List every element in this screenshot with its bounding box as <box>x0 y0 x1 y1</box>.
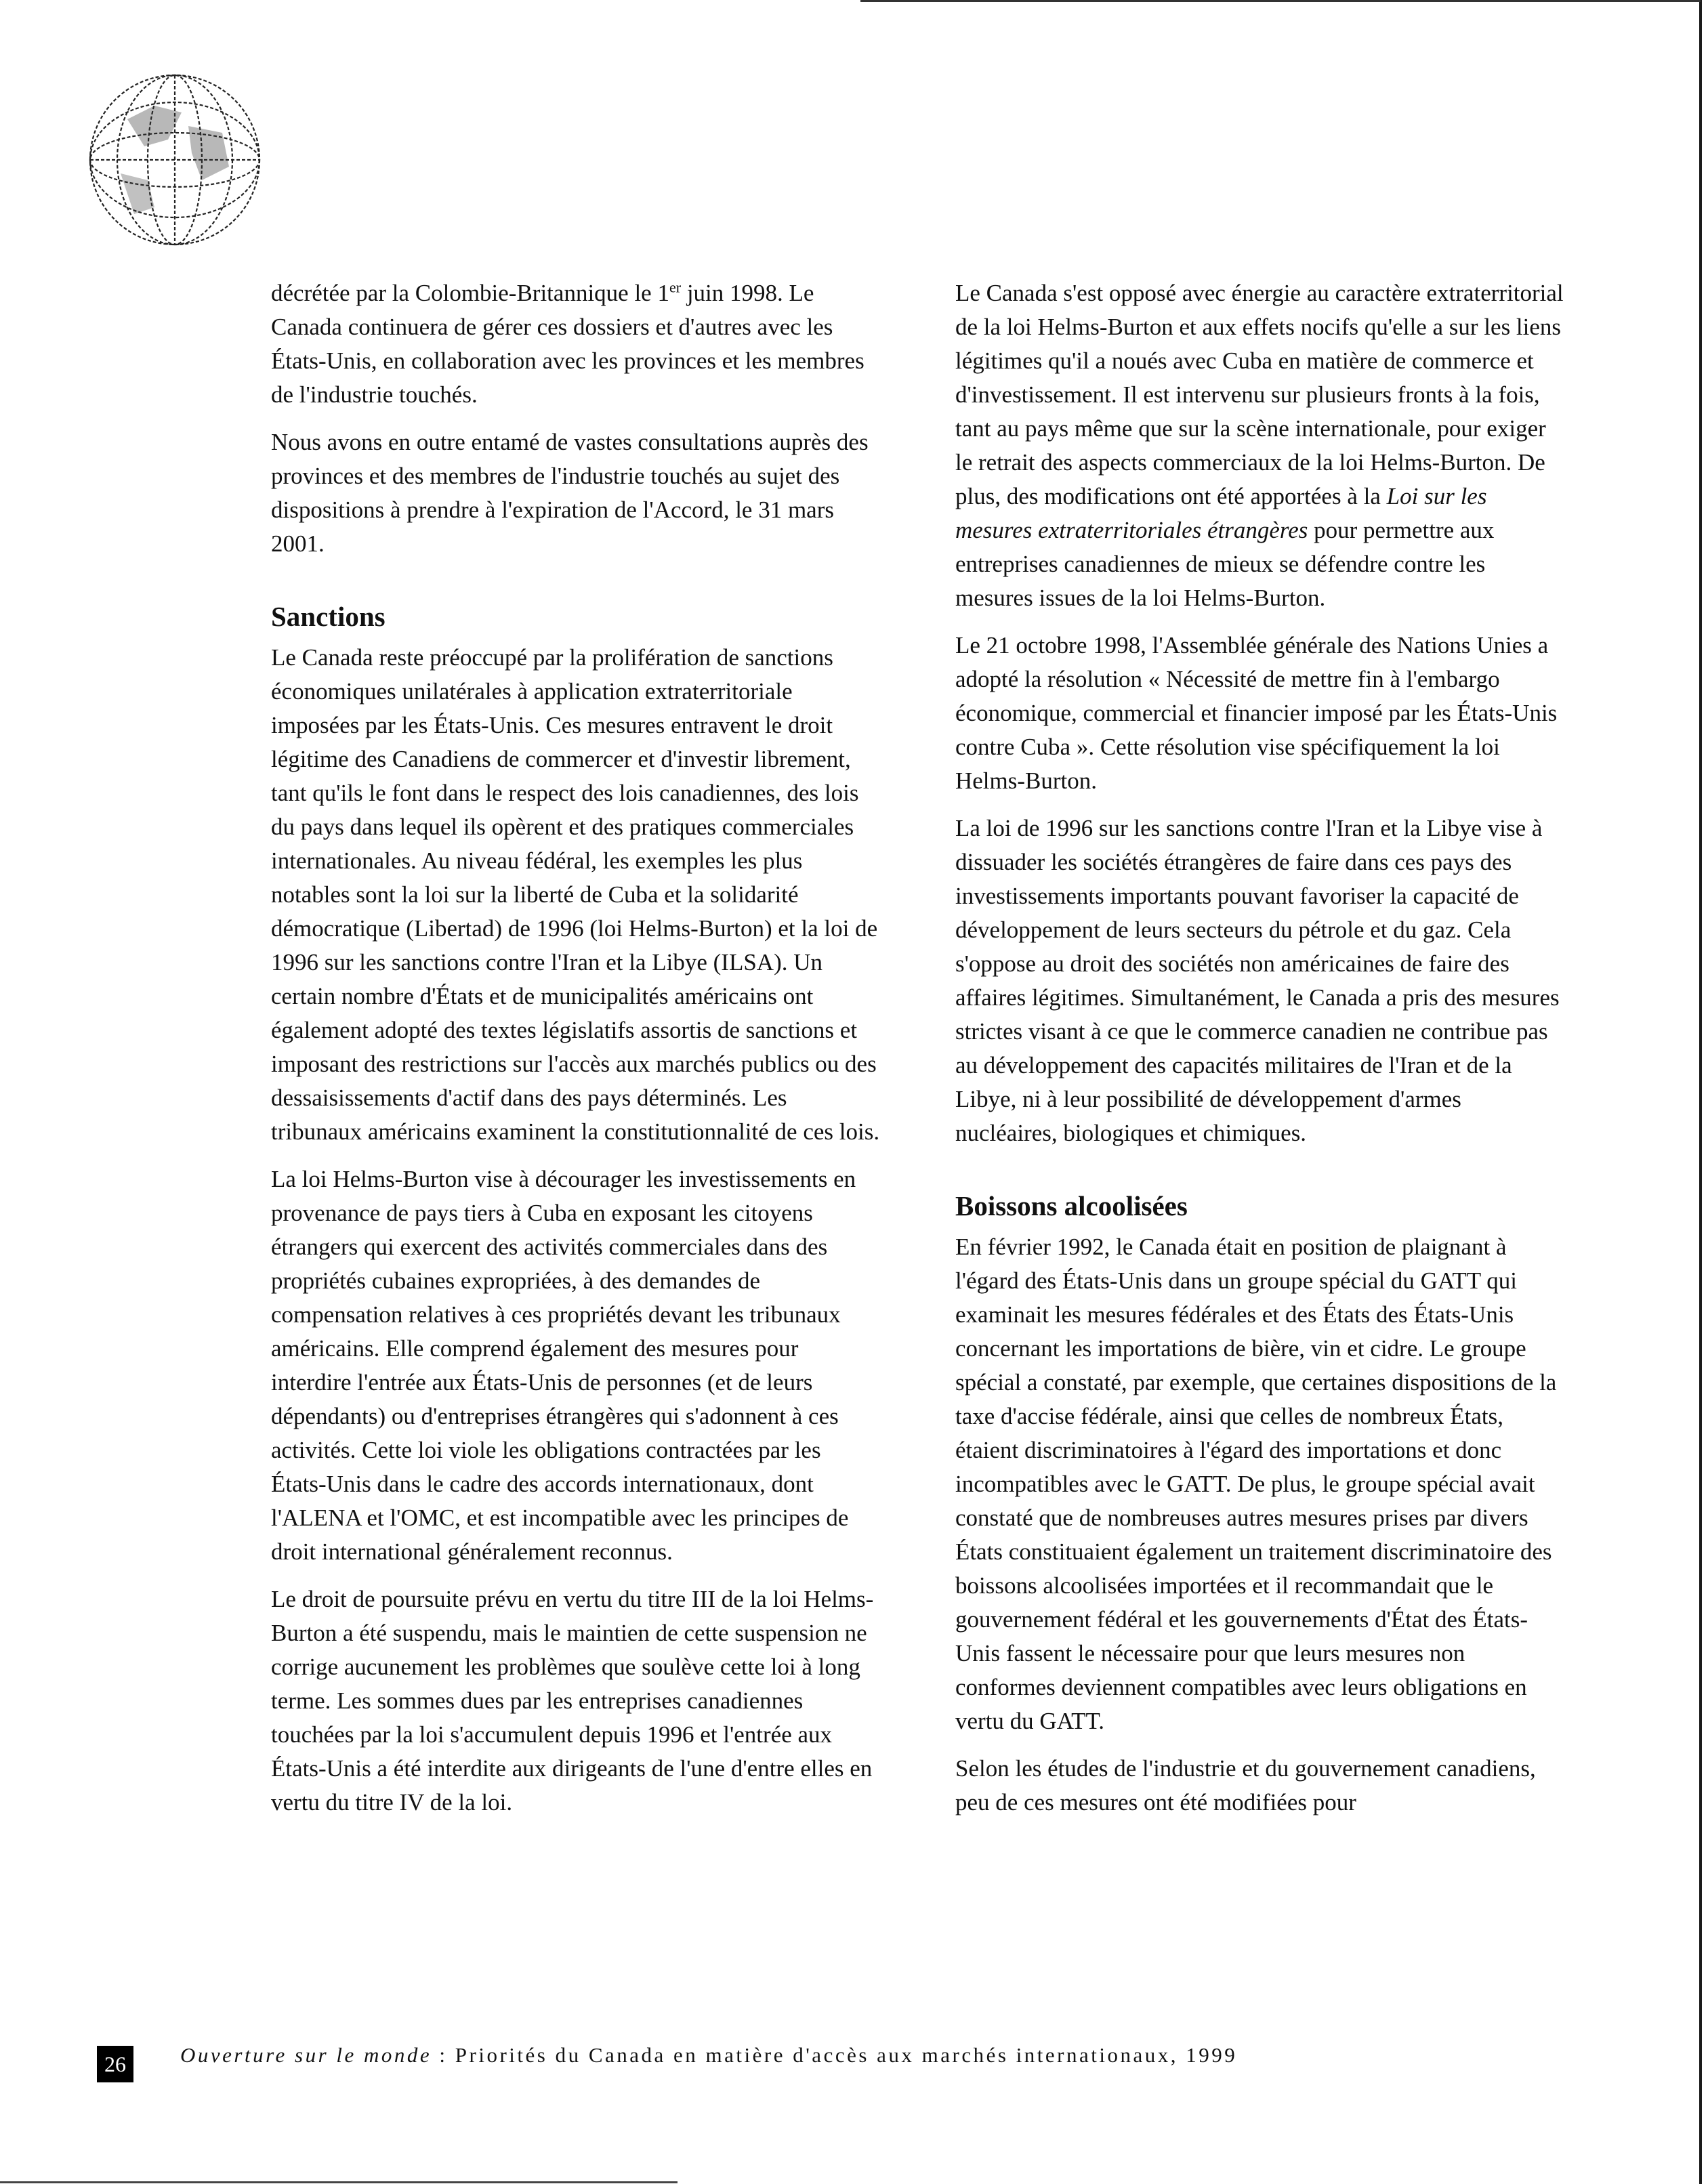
paragraph: Nous avons en outre entamé de vastes consultations auprès des provinces et des membres de l'industrie touchés au sujet des dispositions à prendre à l'expiration de l'Accord, le 31 mars 2001. <box>271 429 869 557</box>
globe-logo <box>80 65 270 255</box>
right-column <box>955 276 1565 1833</box>
paragraph: Le Canada reste préoccupé par la prolifération de sanctions économiques unilatérales à application extraterritoriale imposées par les États-Unis. Ces mesures entravent le droit légitime des Canadiens de commercer et d'investir librement, tant qu'ils le font dans le respect des lois canadiennes, des lois du pays dans lequel ils opèrent et des pratiques commerciales internationales. Au niveau fédéral, les exemples les plus notables sont la loi sur la liberté de Cuba et la solidarité démocratique (Libertad) de 1996 (loi Helms-Burton) et la loi de 1996 sur les sanctions contre l'Iran et la Libye (ILSA). Un certain nombre d'États et de municipalités américains ont également adopté des textes législatifs assortis de sanctions et imposant des restrictions sur l'accès aux marchés publics ou des dessaisissements d'actif dans des pays déterminés. Les tribunaux américains examinent la constitutionnalité de ces lois. <box>271 644 880 1145</box>
paragraph: En février 1992, le Canada était en position de plaignant à l'égard des États-Unis dans un groupe spécial du GATT qui examinait les mesures fédérales et des États des États-Unis concernant les importations de bière, vin et cidre. Le groupe spécial a constaté, par exemple, que certaines dispositions de la taxe d'accise fédérale, ainsi que celles de nombreux États, étaient discriminatoires à l'égard des importations et donc incompatibles avec le GATT. De plus, le groupe spécial avait constaté que de nombreuses autres mesures prises par divers États constituaient également un traitement discriminatoire des boissons alcoolisées importées et il recommandait que le gouvernement fédéral et les gouvernements d'État des États-Unis fassent le nécessaire pour que leurs mesures non conformes deviennent compatibles avec leurs obligations en vertu du GATT. <box>955 1234 1557 1734</box>
page-number: 26 <box>97 2046 133 2082</box>
paragraph: Le Canada s'est opposé avec énergie au caractère extraterritorial de la loi Helms-Burton et aux effets nocifs qu'elle a sur les liens légitimes qu'il a noués avec Cuba en matière de commerce et d'investissement. Il est intervenu sur plusieurs fronts à la fois, tant au pays même que sur la scène internationale, pour exiger le retrait des aspects commerciaux de la loi Helms-Burton. De plus, des modifications ont été apportées à la Loi sur les mesures extraterritoriales étrangères pour permettre aux entreprises canadiennes de mieux se défendre contre les mesures issues de la loi Helms-Burton. <box>955 280 1564 611</box>
paragraph: Le 21 octobre 1998, l'Assemblée générale des Nations Unies a adopté la résolution « Nécessité de mettre fin à l'embargo économique, commercial et financier imposé par les États-Unis contre Cuba ». Cette résolution vise spécifiquement la loi Helms-Burton. <box>955 632 1558 794</box>
paragraph: décrétée par la Colombie-Britannique le 1er juin 1998. Le Canada continuera de gérer ces dossiers et d'autres avec les États-Unis, en collaboration avec les provinces et les membres de l'industrie touchés. <box>271 278 865 408</box>
section-heading-boissons: Boissons alcoolisées <box>955 1190 1188 1221</box>
left-column <box>271 276 881 1833</box>
section-heading-sanctions: Sanctions <box>271 601 386 632</box>
paragraph: Le droit de poursuite prévu en vertu du titre III de la loi Helms-Burton a été suspendu, mais le maintien de cette suspension ne corrige aucunement les problèmes que soulève cette loi à long terme. Les sommes dues par les entreprises canadiennes touchées par la loi s'accumulent depuis 1996 et l'entrée aux États-Unis a été interdite aux dirigeants de l'une d'entre elles en vertu du titre IV de la loi. <box>271 1586 874 1815</box>
paragraph: La loi Helms-Burton vise à décourager les investissements en provenance de pays tiers à Cuba en exposant les citoyens étrangers qui exercent des activités commerciales dans des propriétés cubaines expropriées, à des demandes de compensation relatives à ces propriétés devant les tribunaux américains. Elle comprend également des mesures pour interdire l'entrée aux États-Unis de personnes (et de leurs dépendants) ou d'entreprises étrangères qui s'adonnent à ces activités. Cette loi viole les obligations contractées par les États-Unis dans le cadre des accords internationaux, dont l'ALENA et l'OMC, et est incompatible avec les principes de droit international généralement reconnus. <box>271 1166 856 1565</box>
running-footer: Ouverture sur le monde : Priorités du Canada en matière d'accès aux marchés internationaux, 1999 <box>180 2043 1238 2067</box>
scan-edge <box>1699 0 1702 2184</box>
scan-edge <box>0 2181 678 2183</box>
scan-edge <box>860 0 1701 2</box>
paragraph: La loi de 1996 sur les sanctions contre l'Iran et la Libye vise à dissuader les sociétés étrangères de faire dans ces pays des investissements importants pouvant favoriser la capacité de développement de leurs secteurs du pétrole et du gaz. Cela s'oppose au droit des sociétés non américaines de faire des affaires légitimes. Simultanément, le Canada a pris des mesures strictes visant à ce que le commerce canadien ne contribue pas au développement des capacités militaires de l'Iran et de la Libye, ni à leur possibilité de développement d'armes nucléaires, biologiques et chimiques. <box>955 815 1560 1146</box>
paragraph: Selon les études de l'industrie et du gouvernement canadiens, peu de ces mesures ont été modifiées pour <box>955 1755 1536 1815</box>
